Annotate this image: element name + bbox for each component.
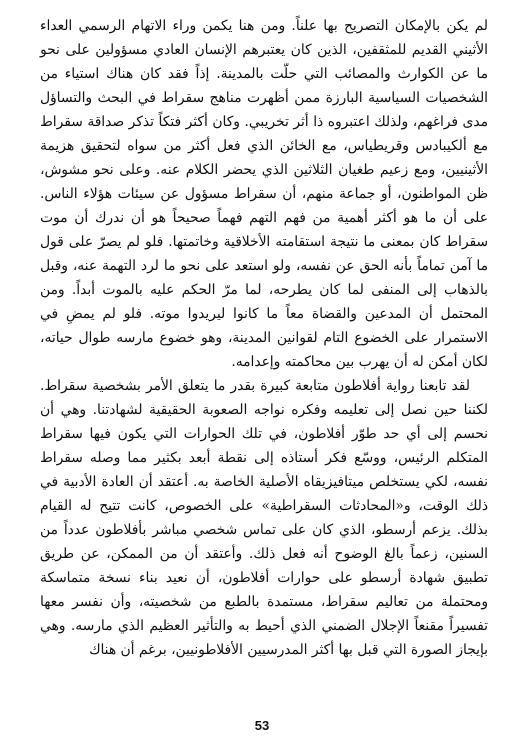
body-text (40, 14, 488, 662)
paragraph: لقد تابعنا رواية أفلاطون متابعة كبيرة بقدر ما يتعلق الأمر بشخصية سقراط. لكننا حين نصل إلى تعليمه وفكره نواجه الصعوبة الحقيقية لشهادتنا. وهي أن نحسم إلى أي حد طوّر أفلاطون، في تلك الحوارات التي يكون فيها سقراط المتكلم الرئيس، ووسّع فكر أستاذه إلى نقطة أبعد بكثير مما وصله سقراط نفسه، لكي يستخلص ميتافيزيقاه الأصلية الخاصة به. أعتقد أن العادة الأدبية في ذلك الوقت، و«المحادثات السقراطية» على الخصوص، كانت تتيح له القيام بذلك. يزعم أرسطو، الذي كان على تماس شخصي مباشر بأفلاطون عدداً من السنين، زعماً بالغ الوضوح أنه فعل ذلك. وأعتقد أن من الممكن، عن طريق تطبيق شهادة أرسطو على حوارات أفلاطون، أن نعيد بناء نسخة متماسكة ومحتملة من تعاليم سقراط، مستمدة بالطبع من شخصيته، وأن نفسر معها تفسيراً مقنعاً الإجلال الضمني الذي أحيط به والتأثير العظيم الذي مارسه. وهي بإيجاز الصورة التي قبل بها أكثر المدرسيين الأفلاطونيين، برغم أن هناك (40, 378, 488, 658)
page-number: 53 (254, 718, 270, 733)
paragraph: لم يكن بالإمكان التصريح بها علناً. ومن هنا يكمن وراء الاتهام الرسمي العداء الأثيني القديم للمثقفين، الذين كان يعتبرهم الإنسان العادي مسؤولين على نحو ما عن الكوارث والمصائب التي حلّت بالمدينة. إذاً فقد كان هناك استياء من الشخصيات السياسية البارزة ممن أظهرت مناهج سقراط في البحث والتساؤل مدى فراغهم، ولذلك اعتبروه ذا أثر تخريبي. وكان أكثر فتكاً تذكر صداقة سقراط مع ألكيبادس وقريطياس، مع الخائن الذي فعل أكثر من سواه لتحقيق هزيمة الأثينيين، ومع زعيم طغيان الثلاثين الذي يحضر الكلام عنه. وعلى نحو مشوش، ظن المواطنون، أو جماعة منهم، أن سقراط مسؤول عن سيئات هؤلاء الناس. على أن ما هو أكثر أهمية من فهم التهم فهماً صحيحاً هو أن ندرك أن موت سقراط كان بمعنى ما نتيجة استقامته الأخلاقية وخاتمتها. فلو لم يصرّ على قول ما آمن تماماً بأنه الحق عن نفسه، ولو استعد على نحو ما لرد التهمة عنه، وقبل بالذهاب إلى المنفى لما كان يطرحه، لما مرّ الحكم عليه بالموت أبداً. ومن المحتمل أن المدعين والقضاة معاً ما كانوا ليريدوا موته. فلو لم يمضِ في الاستمرار على الخضوع التام لقوانين المدينة، وهو خضوع مارسه طوال حياته، لكان أمكن له أن يهرب بين محاكمته وإعدامه. (40, 18, 488, 370)
